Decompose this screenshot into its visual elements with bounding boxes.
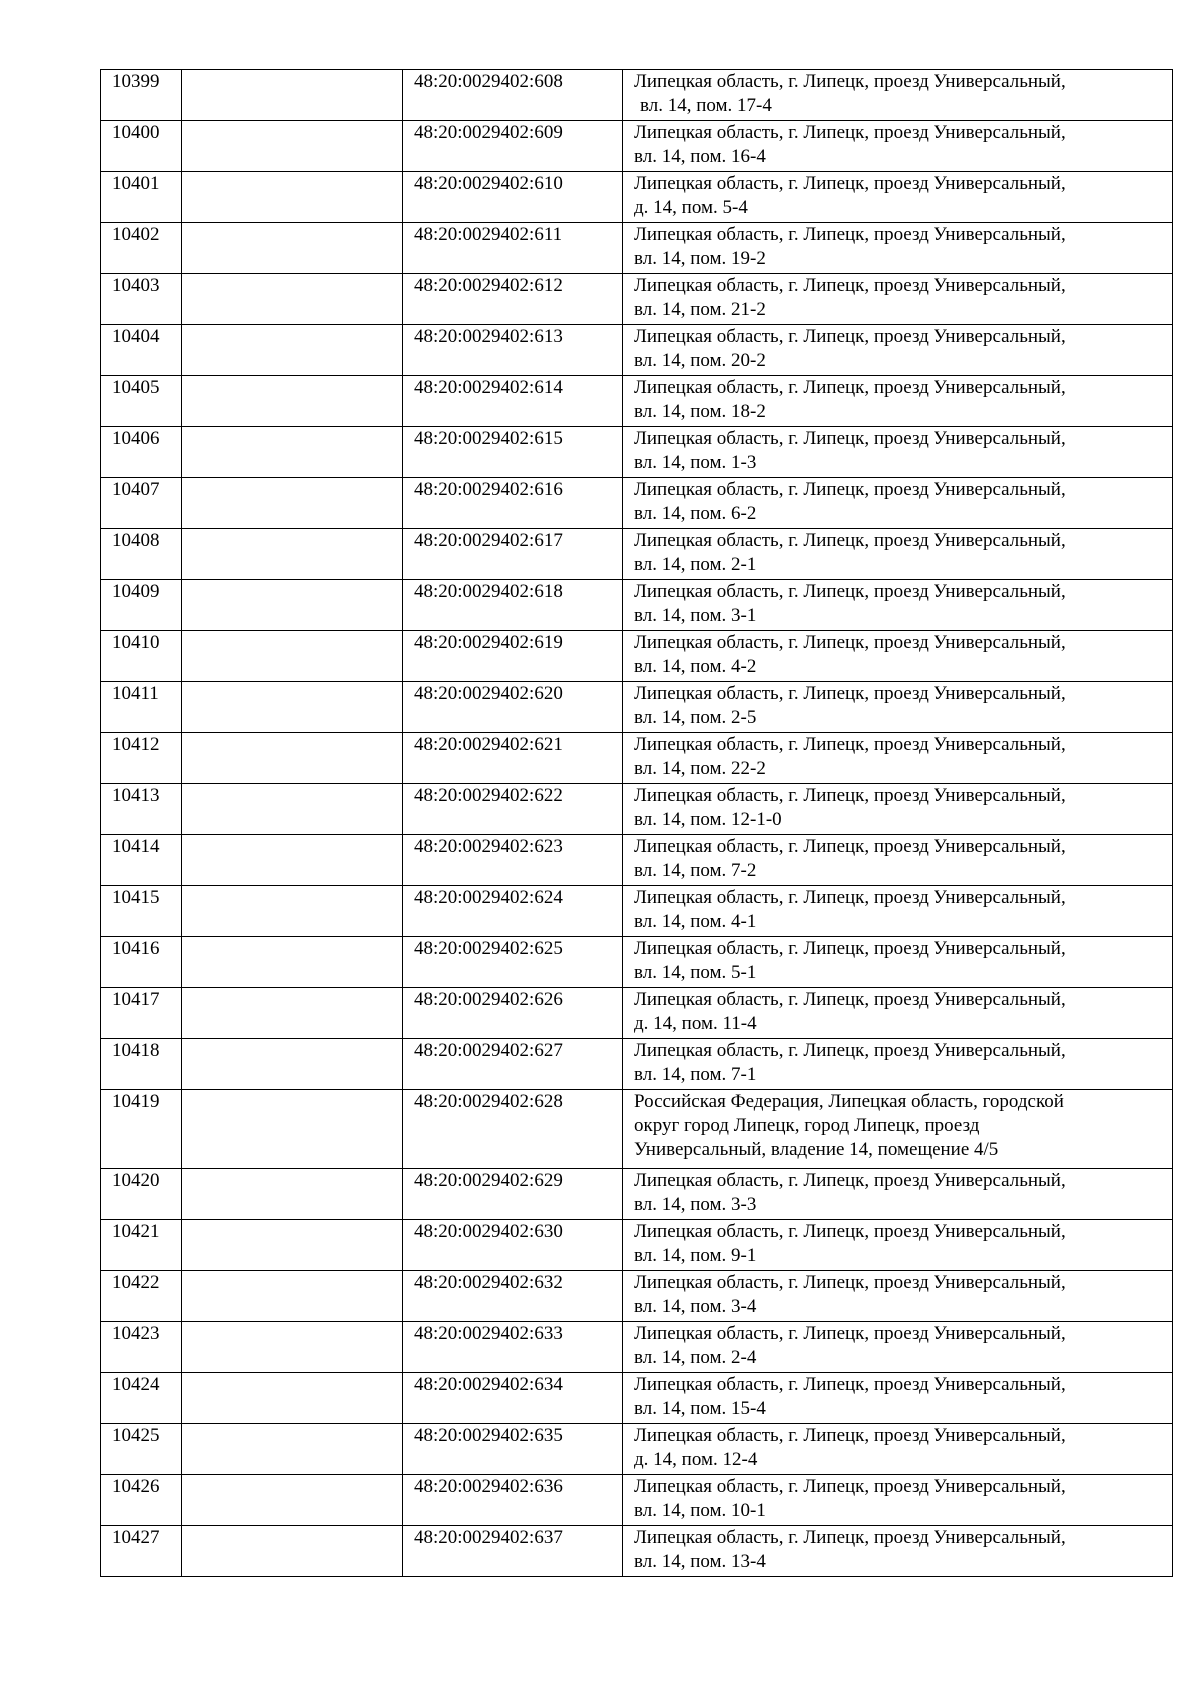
address-line: Липецкая область, г. Липецк, проезд Универсальный, <box>634 938 1066 959</box>
table-row <box>101 784 1173 835</box>
address-line: округ город Липецк, город Липецк, проезд <box>634 1115 980 1136</box>
address-line: Липецкая область, г. Липецк, проезд Универсальный, <box>634 1425 1066 1446</box>
address-line: вл. 14, пом. 4-1 <box>634 911 757 932</box>
address-line: Липецкая область, г. Липецк, проезд Универсальный, <box>634 887 1066 908</box>
row-number-cell: 10407 <box>101 478 182 529</box>
cadastral-number-cell: 48:20:0029402:611 <box>403 223 623 274</box>
address-line: Липецкая область, г. Липецк, проезд Универсальный, <box>634 1040 1066 1061</box>
cadastral-number-cell: 48:20:0029402:636 <box>403 1475 623 1526</box>
cadastral-number-cell: 48:20:0029402:608 <box>403 70 623 121</box>
address-cell <box>623 1271 1173 1322</box>
table-row <box>101 1271 1173 1322</box>
row-number-cell: 10411 <box>101 682 182 733</box>
table-row <box>101 1220 1173 1271</box>
empty-cell <box>182 733 403 784</box>
row-number-cell: 10408 <box>101 529 182 580</box>
table-row <box>101 937 1173 988</box>
table-row <box>101 682 1173 733</box>
address-line: Липецкая область, г. Липецк, проезд Универсальный, <box>634 836 1066 857</box>
table-row <box>101 1322 1173 1373</box>
table-row <box>101 376 1173 427</box>
cadastral-number-cell: 48:20:0029402:634 <box>403 1373 623 1424</box>
cadastral-number-cell: 48:20:0029402:630 <box>403 1220 623 1271</box>
address-line: вл. 14, пом. 6-2 <box>634 503 757 524</box>
table-row <box>101 1526 1173 1577</box>
empty-cell <box>182 1271 403 1322</box>
table-row <box>101 1424 1173 1475</box>
cadastral-number-cell: 48:20:0029402:615 <box>403 427 623 478</box>
address-line: вл. 14, пом. 4-2 <box>634 656 757 677</box>
table-row <box>101 274 1173 325</box>
empty-cell <box>182 682 403 733</box>
row-number-cell: 10423 <box>101 1322 182 1373</box>
address-cell <box>623 580 1173 631</box>
cadastral-number-cell: 48:20:0029402:633 <box>403 1322 623 1373</box>
empty-cell <box>182 172 403 223</box>
address-line: д. 14, пом. 5-4 <box>634 197 748 218</box>
empty-cell <box>182 1373 403 1424</box>
row-number-cell: 10419 <box>101 1090 182 1169</box>
empty-cell <box>182 835 403 886</box>
row-number-cell: 10406 <box>101 427 182 478</box>
address-cell <box>623 784 1173 835</box>
row-number-cell: 10418 <box>101 1039 182 1090</box>
row-number-cell: 10427 <box>101 1526 182 1577</box>
address-line: Липецкая область, г. Липецк, проезд Универсальный, <box>634 479 1066 500</box>
row-number-cell: 10421 <box>101 1220 182 1271</box>
address-line: вл. 14, пом. 22-2 <box>634 758 766 779</box>
empty-cell <box>182 1526 403 1577</box>
address-cell <box>623 733 1173 784</box>
address-line: вл. 14, пом. 2-4 <box>634 1347 757 1368</box>
address-line: вл. 14, пом. 15-4 <box>634 1398 766 1419</box>
empty-cell <box>182 1220 403 1271</box>
empty-cell <box>182 478 403 529</box>
address-cell <box>623 1322 1173 1373</box>
address-cell <box>623 1220 1173 1271</box>
address-line: вл. 14, пом. 1-3 <box>634 452 757 473</box>
address-cell <box>623 937 1173 988</box>
row-number-cell: 10424 <box>101 1373 182 1424</box>
cadastral-number-cell: 48:20:0029402:621 <box>403 733 623 784</box>
address-line: вл. 14, пом. 16-4 <box>634 146 766 167</box>
address-line: вл. 14, пом. 3-1 <box>634 605 757 626</box>
empty-cell <box>182 529 403 580</box>
row-number-cell: 10425 <box>101 1424 182 1475</box>
row-number-cell: 10420 <box>101 1169 182 1220</box>
row-number-cell: 10422 <box>101 1271 182 1322</box>
address-cell <box>623 529 1173 580</box>
address-cell <box>623 1475 1173 1526</box>
empty-cell <box>182 1322 403 1373</box>
address-line: вл. 14, пом. 19-2 <box>634 248 766 269</box>
address-line: Липецкая область, г. Липецк, проезд Универсальный, <box>634 1170 1066 1191</box>
address-line: Универсальный, владение 14, помещение 4/5 <box>634 1139 999 1160</box>
address-cell <box>623 631 1173 682</box>
empty-cell <box>182 1169 403 1220</box>
address-line: Липецкая область, г. Липецк, проезд Универсальный, <box>634 785 1066 806</box>
table-row <box>101 580 1173 631</box>
empty-cell <box>182 784 403 835</box>
address-cell <box>623 1424 1173 1475</box>
cadastral-number-cell: 48:20:0029402:626 <box>403 988 623 1039</box>
empty-cell <box>182 988 403 1039</box>
table-row <box>101 325 1173 376</box>
cadastral-number-cell: 48:20:0029402:627 <box>403 1039 623 1090</box>
address-line: Липецкая область, г. Липецк, проезд Универсальный, <box>634 275 1066 296</box>
table-row <box>101 427 1173 478</box>
address-cell <box>623 274 1173 325</box>
address-cell <box>623 1526 1173 1577</box>
table-row <box>101 631 1173 682</box>
table-row <box>101 172 1173 223</box>
address-cell <box>623 376 1173 427</box>
table-row <box>101 988 1173 1039</box>
address-line: Липецкая область, г. Липецк, проезд Универсальный, <box>634 530 1066 551</box>
table-row <box>101 1039 1173 1090</box>
empty-cell <box>182 1424 403 1475</box>
cadastral-number-cell: 48:20:0029402:618 <box>403 580 623 631</box>
address-cell <box>623 988 1173 1039</box>
address-line: вл. 14, пом. 2-1 <box>634 554 757 575</box>
address-line: Липецкая область, г. Липецк, проезд Универсальный, <box>634 581 1066 602</box>
table-row <box>101 1475 1173 1526</box>
empty-cell <box>182 1090 403 1169</box>
address-cell <box>623 1039 1173 1090</box>
cadastral-number-cell: 48:20:0029402:624 <box>403 886 623 937</box>
address-line: Липецкая область, г. Липецк, проезд Универсальный, <box>634 1476 1066 1497</box>
row-number-cell: 10415 <box>101 886 182 937</box>
address-line: вл. 14, пом. 21-2 <box>634 299 766 320</box>
cadastral-number-cell: 48:20:0029402:622 <box>403 784 623 835</box>
address-line: вл. 14, пом. 3-3 <box>634 1194 757 1215</box>
cadastral-number-cell: 48:20:0029402:635 <box>403 1424 623 1475</box>
table-row <box>101 1090 1173 1169</box>
cadastral-number-cell: 48:20:0029402:613 <box>403 325 623 376</box>
cadastral-number-cell: 48:20:0029402:619 <box>403 631 623 682</box>
address-line: вл. 14, пом. 7-2 <box>634 860 757 881</box>
address-cell <box>623 478 1173 529</box>
address-line: Российская Федерация, Липецкая область, городской <box>634 1091 1064 1112</box>
address-line: д. 14, пом. 11-4 <box>634 1013 757 1034</box>
empty-cell <box>182 121 403 172</box>
empty-cell <box>182 1039 403 1090</box>
address-line: вл. 14, пом. 18-2 <box>634 401 766 422</box>
empty-cell <box>182 1475 403 1526</box>
address-cell <box>623 682 1173 733</box>
address-cell <box>623 325 1173 376</box>
address-line: вл. 14, пом. 12-1-0 <box>634 809 782 830</box>
address-cell <box>623 427 1173 478</box>
cadastral-number-cell: 48:20:0029402:625 <box>403 937 623 988</box>
cadastral-number-cell: 48:20:0029402:614 <box>403 376 623 427</box>
address-line: Липецкая область, г. Липецк, проезд Универсальный, <box>634 1221 1066 1242</box>
row-number-cell: 10414 <box>101 835 182 886</box>
address-line: вл. 14, пом. 9-1 <box>634 1245 757 1266</box>
empty-cell <box>182 325 403 376</box>
address-line: вл. 14, пом. 5-1 <box>634 962 757 983</box>
address-cell <box>623 223 1173 274</box>
row-number-cell: 10410 <box>101 631 182 682</box>
address-line: Липецкая область, г. Липецк, проезд Универсальный, <box>634 428 1066 449</box>
address-line: Липецкая область, г. Липецк, проезд Универсальный, <box>634 1374 1066 1395</box>
cadastral-number-cell: 48:20:0029402:632 <box>403 1271 623 1322</box>
row-number-cell: 10416 <box>101 937 182 988</box>
row-number-cell: 10400 <box>101 121 182 172</box>
empty-cell <box>182 70 403 121</box>
address-line: Липецкая область, г. Липецк, проезд Универсальный, <box>634 1323 1066 1344</box>
address-line: Липецкая область, г. Липецк, проезд Универсальный, <box>634 989 1066 1010</box>
row-number-cell: 10405 <box>101 376 182 427</box>
cadastral-number-cell: 48:20:0029402:629 <box>403 1169 623 1220</box>
row-number-cell: 10401 <box>101 172 182 223</box>
cadastral-number-cell: 48:20:0029402:628 <box>403 1090 623 1169</box>
property-table <box>100 69 1173 1577</box>
row-number-cell: 10412 <box>101 733 182 784</box>
address-line: Липецкая область, г. Липецк, проезд Универсальный, <box>634 377 1066 398</box>
cadastral-number-cell: 48:20:0029402:616 <box>403 478 623 529</box>
row-number-cell: 10402 <box>101 223 182 274</box>
empty-cell <box>182 376 403 427</box>
empty-cell <box>182 427 403 478</box>
address-line: вл. 14, пом. 7-1 <box>634 1064 757 1085</box>
address-line: Липецкая область, г. Липецк, проезд Универсальный, <box>634 326 1066 347</box>
table-row <box>101 70 1173 121</box>
cadastral-number-cell: 48:20:0029402:637 <box>403 1526 623 1577</box>
empty-cell <box>182 886 403 937</box>
address-line: Липецкая область, г. Липецк, проезд Универсальный, <box>634 632 1066 653</box>
address-cell <box>623 835 1173 886</box>
address-line: вл. 14, пом. 13-4 <box>634 1551 766 1572</box>
address-line: Липецкая область, г. Липецк, проезд Универсальный, <box>634 1527 1066 1548</box>
address-line: Липецкая область, г. Липецк, проезд Универсальный, <box>634 224 1066 245</box>
address-line: вл. 14, пом. 10-1 <box>634 1500 766 1521</box>
empty-cell <box>182 274 403 325</box>
address-cell <box>623 1090 1173 1169</box>
cadastral-number-cell: 48:20:0029402:617 <box>403 529 623 580</box>
address-cell <box>623 121 1173 172</box>
row-number-cell: 10426 <box>101 1475 182 1526</box>
table-row <box>101 733 1173 784</box>
address-line: Липецкая область, г. Липецк, проезд Универсальный, <box>634 1272 1066 1293</box>
cadastral-number-cell: 48:20:0029402:612 <box>403 274 623 325</box>
address-line: вл. 14, пом. 17-4 <box>640 95 772 116</box>
address-line: Липецкая область, г. Липецк, проезд Универсальный, <box>634 734 1066 755</box>
row-number-cell: 10399 <box>101 70 182 121</box>
address-line: вл. 14, пом. 20-2 <box>634 350 766 371</box>
table-row <box>101 1169 1173 1220</box>
table-row <box>101 835 1173 886</box>
address-line: вл. 14, пом. 2-5 <box>634 707 757 728</box>
address-cell <box>623 70 1173 121</box>
address-line: вл. 14, пом. 3-4 <box>634 1296 757 1317</box>
cadastral-number-cell: 48:20:0029402:610 <box>403 172 623 223</box>
address-line: Липецкая область, г. Липецк, проезд Универсальный, <box>634 122 1066 143</box>
table-row <box>101 529 1173 580</box>
address-cell <box>623 172 1173 223</box>
empty-cell <box>182 631 403 682</box>
address-line: Липецкая область, г. Липецк, проезд Универсальный, <box>634 173 1066 194</box>
row-number-cell: 10413 <box>101 784 182 835</box>
address-line: Липецкая область, г. Липецк, проезд Универсальный, <box>634 71 1066 92</box>
address-cell <box>623 1373 1173 1424</box>
table-row <box>101 121 1173 172</box>
empty-cell <box>182 580 403 631</box>
address-line: д. 14, пом. 12-4 <box>634 1449 758 1470</box>
table-row <box>101 223 1173 274</box>
table-row <box>101 886 1173 937</box>
cadastral-number-cell: 48:20:0029402:620 <box>403 682 623 733</box>
address-cell <box>623 886 1173 937</box>
address-line: Липецкая область, г. Липецк, проезд Универсальный, <box>634 683 1066 704</box>
row-number-cell: 10404 <box>101 325 182 376</box>
row-number-cell: 10403 <box>101 274 182 325</box>
cadastral-number-cell: 48:20:0029402:623 <box>403 835 623 886</box>
table-row <box>101 478 1173 529</box>
empty-cell <box>182 937 403 988</box>
row-number-cell: 10417 <box>101 988 182 1039</box>
row-number-cell: 10409 <box>101 580 182 631</box>
cadastral-number-cell: 48:20:0029402:609 <box>403 121 623 172</box>
empty-cell <box>182 223 403 274</box>
property-table-body <box>101 70 1173 1577</box>
address-cell <box>623 1169 1173 1220</box>
table-row <box>101 1373 1173 1424</box>
